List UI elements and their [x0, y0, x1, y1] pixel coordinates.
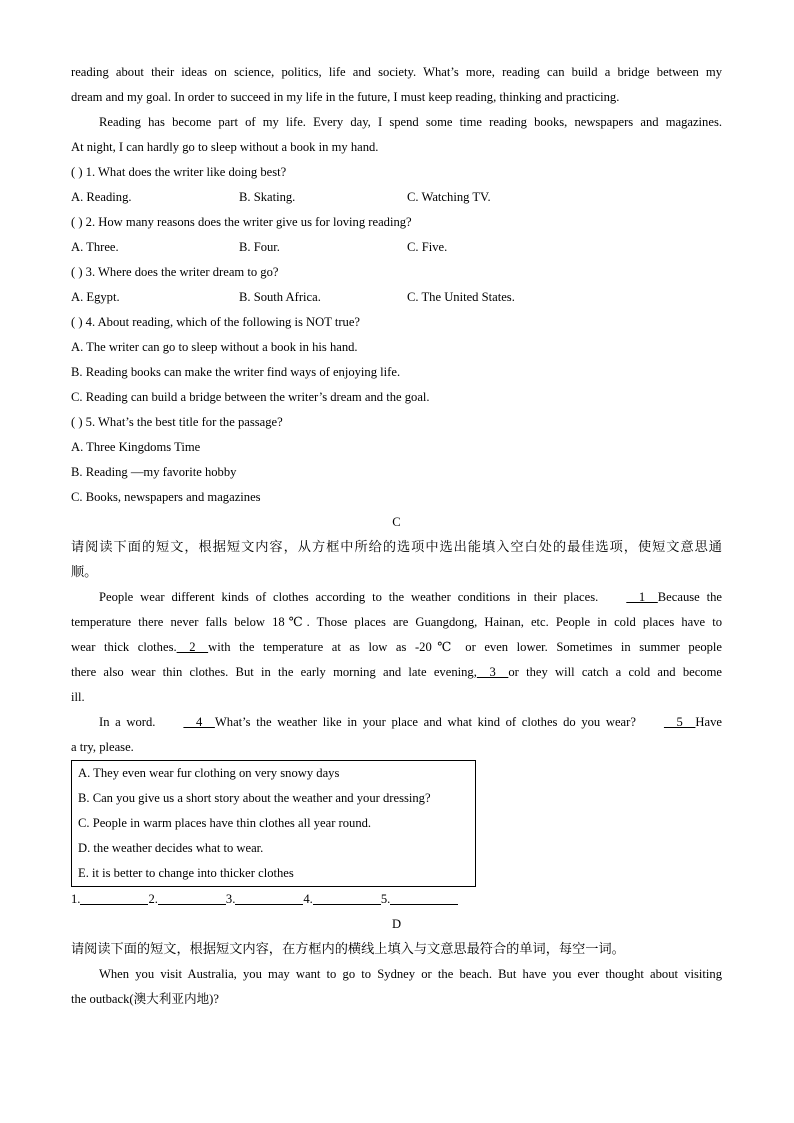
- box-option: C. People in warm places have thin clothes all year round.: [78, 816, 372, 830]
- passage-line: a try, please.: [71, 740, 134, 754]
- answer-field-1[interactable]: [80, 890, 148, 905]
- passage-line: ill.: [71, 690, 85, 704]
- answer-row: 1. 2. 3. 4. 5.: [71, 887, 722, 912]
- section-c-heading: C: [392, 515, 401, 529]
- passage-line: At night, I can hardly go to sleep without a book in my hand.: [71, 140, 379, 154]
- passage-line: wear thick clothes. 2 with the temperature at as low as -20℃ or even lower. Sometimes in summer people: [71, 635, 722, 660]
- passage-line: dream and my goal. In order to succeed in my life in the future, I must keep reading, thinking and practicing.: [71, 90, 620, 104]
- passage-line: When you visit Australia, you may want to go to Sydney or the beach. But have you ever thought about visiting: [99, 967, 722, 981]
- question-2-options: [71, 235, 722, 260]
- passage-line: In a word. 4 What’s the weather like in your place and what kind of clothes do you wear? 5 Have: [71, 710, 722, 735]
- box-option: E. it is better to change into thicker clothes: [78, 866, 294, 880]
- passage-line: reading about their ideas on science, politics, life and society. What’s more, reading can build a bridge between my: [71, 65, 722, 79]
- answer-field-2[interactable]: [158, 890, 226, 905]
- passage-line: Reading has become part of my life. Every day, I spend some time reading books, newspapers and magazines.: [99, 115, 722, 129]
- passage-line: temperature there never falls below 18℃. Those places are Guangdong, Hainan, etc. People in cold places have to: [71, 615, 722, 629]
- blank-3[interactable]: 3: [476, 665, 509, 679]
- option: A. Reading.: [71, 190, 132, 204]
- answer-field-5[interactable]: [390, 890, 458, 905]
- option: C. Five.: [407, 240, 448, 254]
- answer-field-4[interactable]: [313, 890, 381, 905]
- section-c-instruction: 顺。: [71, 565, 98, 580]
- option: A. Egypt.: [71, 290, 120, 304]
- question-1-options: [71, 185, 722, 210]
- option: A. Three.: [71, 240, 119, 254]
- option: B. South Africa.: [239, 290, 321, 304]
- option: B. Skating.: [239, 190, 296, 204]
- section-d-instruction: 请阅读下面的短文，根据短文内容，在方框内的横线上填入与文意思最符合的单词，每空一词。: [71, 942, 625, 957]
- passage-line: the outback(澳大利亚内地)?: [71, 992, 219, 1006]
- option: B. Reading books can make the writer find ways of enjoying life.: [71, 365, 401, 379]
- question-2-stem: ( ) 2. How many reasons does the writer give us for loving reading?: [71, 215, 412, 229]
- passage-line: there also wear thin clothes. But in the early morning and late evening, 3 or they will catch a cold and become: [71, 660, 722, 685]
- option: C. Books, newspapers and magazines: [71, 490, 261, 504]
- passage-line: People wear different kinds of clothes according to the weather conditions in their places. 1 Because the: [71, 585, 722, 610]
- question-3-options: [71, 285, 722, 310]
- question-5-stem: ( ) 5. What’s the best title for the passage?: [71, 415, 283, 429]
- section-c-instruction: 请阅读下面的短文，根据短文内容，从方框中所给的选项中选出能填入空白处的最佳选项，使短文意思通: [71, 540, 722, 555]
- option: C. Reading can build a bridge between the writer’s dream and the goal.: [71, 390, 430, 404]
- option: C. The United States.: [407, 290, 515, 304]
- exam-page: [71, 60, 722, 1012]
- blank-1[interactable]: 1: [626, 590, 658, 604]
- blank-4[interactable]: 4: [183, 715, 215, 729]
- options-box: [71, 760, 476, 887]
- blank-2[interactable]: 2: [176, 640, 209, 654]
- question-4-stem: ( ) 4. About reading, which of the following is NOT true?: [71, 315, 361, 329]
- option: A. Three Kingdoms Time: [71, 440, 201, 454]
- section-d-heading: D: [391, 917, 402, 931]
- box-option: B. Can you give us a short story about the weather and your dressing?: [78, 791, 431, 805]
- question-3-stem: ( ) 3. Where does the writer dream to go?: [71, 265, 279, 279]
- box-option: A. They even wear fur clothing on very snowy days: [78, 766, 340, 780]
- option: C. Watching TV.: [407, 190, 491, 204]
- option: B. Reading —my favorite hobby: [71, 465, 237, 479]
- question-1-stem: ( ) 1. What does the writer like doing best?: [71, 165, 287, 179]
- box-option: D. the weather decides what to wear.: [78, 841, 264, 855]
- answer-field-3[interactable]: [235, 890, 303, 905]
- blank-5[interactable]: 5: [663, 715, 696, 729]
- option: B. Four.: [239, 240, 280, 254]
- option: A. The writer can go to sleep without a book in his hand.: [71, 340, 358, 354]
